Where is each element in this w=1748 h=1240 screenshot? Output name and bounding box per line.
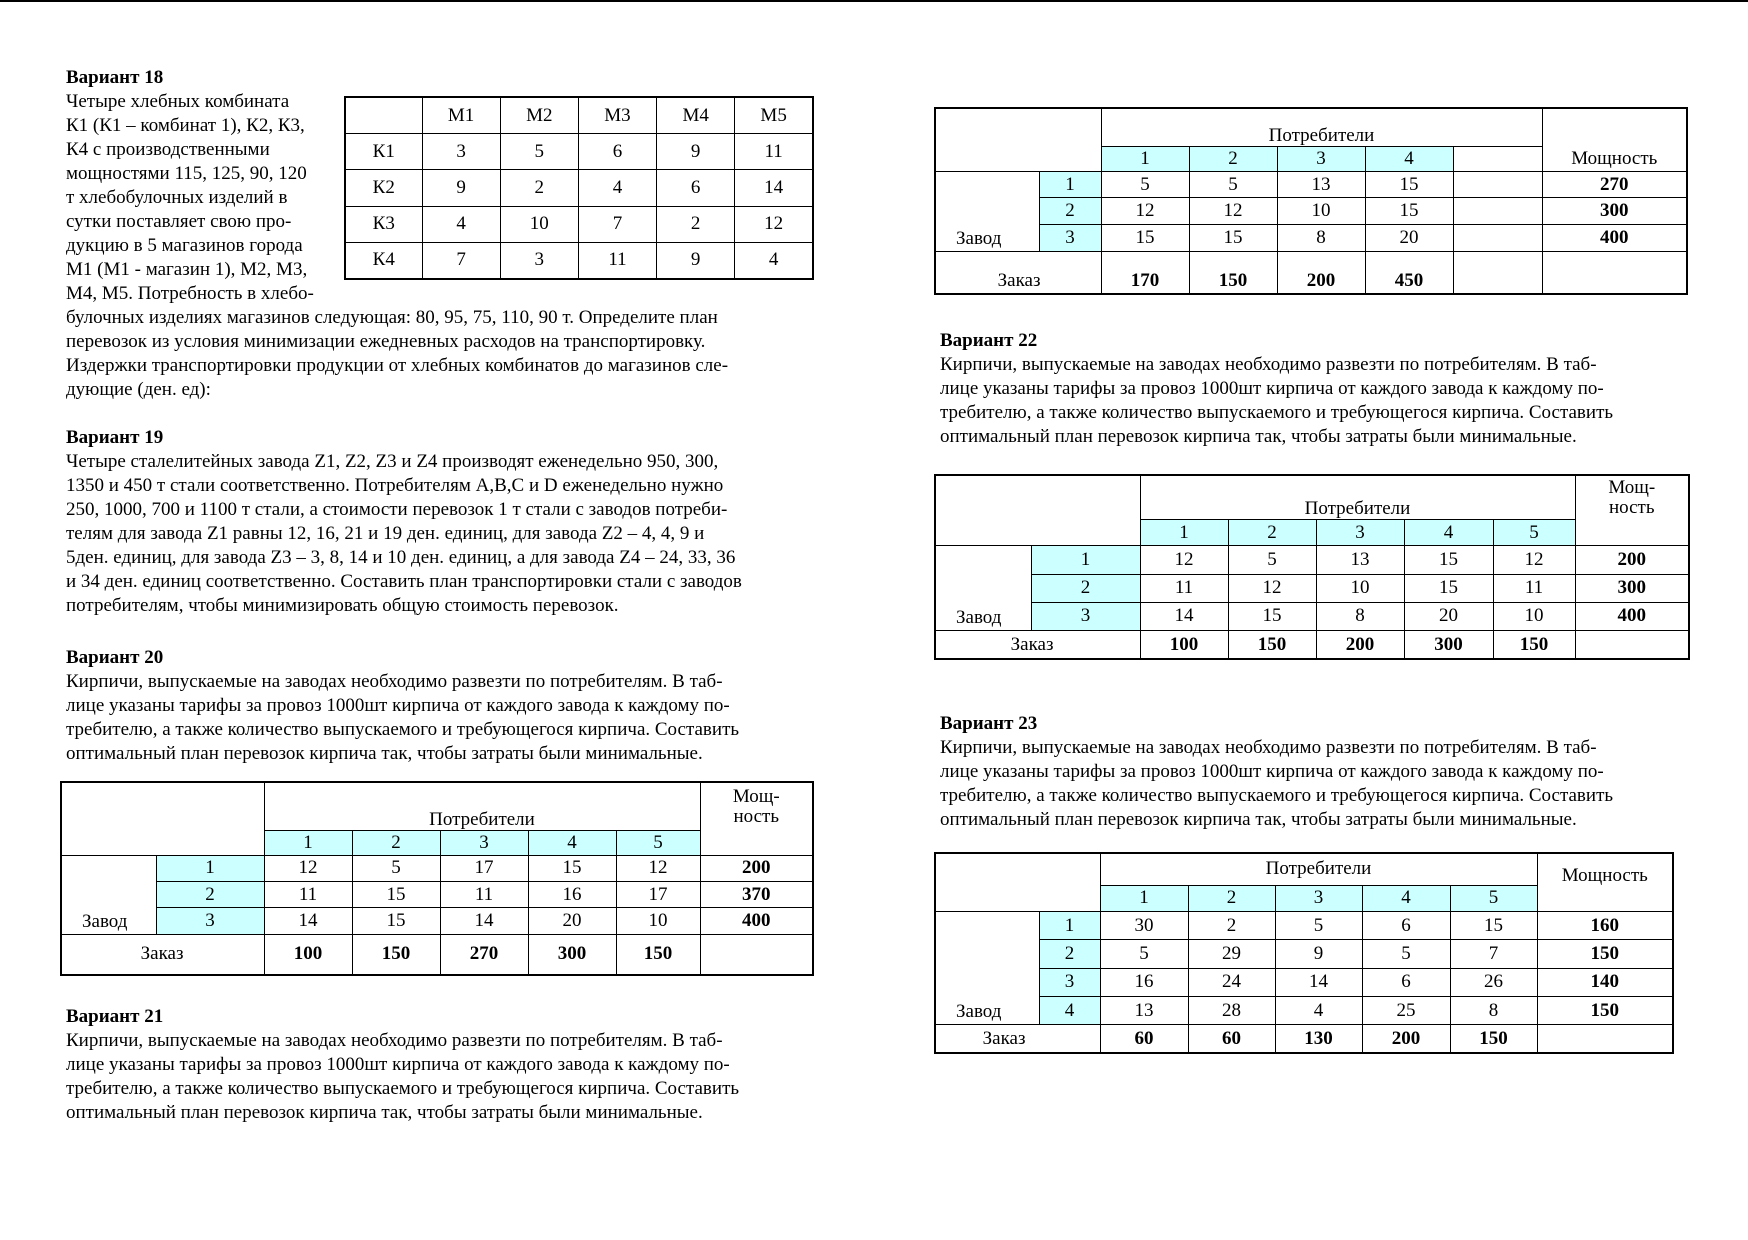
- order-empty-cell: [1575, 631, 1689, 659]
- order-label: Заказ: [935, 251, 1101, 294]
- table-cell: 3: [422, 134, 500, 170]
- plant-number: 3: [1031, 602, 1140, 630]
- consumer-number: 2: [1228, 519, 1316, 545]
- table-row: [935, 574, 1689, 602]
- power-cell: 400: [1542, 224, 1687, 251]
- plant-number: 3: [156, 908, 264, 934]
- power-header: Мощ- ность: [700, 782, 813, 855]
- text-line: лице указаны тарифы за провоз 1000шт кирпича от каждого завода к каждому по-: [66, 1054, 730, 1075]
- table-cell: 3: [500, 242, 578, 279]
- table-cell: 4: [422, 206, 500, 242]
- order-row: [935, 631, 1689, 659]
- table-cell: 4: [735, 242, 813, 279]
- power-cell: 200: [1575, 546, 1689, 574]
- text-line: оптимальный план перевозок кирпича так, чтобы затраты были минимальные.: [66, 743, 703, 764]
- text-line: К1 (К1 – комбинат 1), К2, К3,: [66, 115, 305, 136]
- table-cell: 14: [440, 908, 528, 934]
- table-cell: 5: [1275, 912, 1362, 940]
- corner-cell: [935, 475, 1140, 546]
- table-cell: 5: [1228, 546, 1316, 574]
- table-cell: 5: [352, 855, 440, 881]
- consumer-number: 4: [1362, 885, 1450, 911]
- power-cell: 400: [1575, 602, 1689, 630]
- consumer-number: 1: [1140, 519, 1228, 545]
- variant-21-text: [66, 1029, 739, 1125]
- table-cell: 11: [578, 242, 656, 279]
- table-cell: 26: [1450, 968, 1537, 996]
- table-row: [935, 968, 1673, 996]
- row-label: К4: [345, 242, 422, 279]
- table-cell: 7: [422, 242, 500, 279]
- order-cell: 150: [1189, 251, 1277, 294]
- order-cell: 270: [440, 934, 528, 975]
- text-line: Четыре хлебных комбината: [66, 91, 290, 112]
- table-cell: 5: [1101, 171, 1189, 198]
- power-cell: 150: [1537, 996, 1673, 1024]
- table-cell: 2: [1188, 912, 1275, 940]
- table-row: [345, 242, 813, 279]
- order-cell: 450: [1365, 251, 1453, 294]
- table-cell: 5: [1362, 940, 1450, 968]
- table-cell: 10: [500, 206, 578, 242]
- order-empty-cell: [1542, 251, 1687, 294]
- plant-label: Завод: [935, 171, 1039, 251]
- text-line: оптимальный план перевозок кирпича так, чтобы затраты были минимальные.: [940, 426, 1577, 447]
- text-line: лице указаны тарифы за провоз 1000шт кирпича от каждого завода к каждому по-: [940, 761, 1604, 782]
- table-cell: 12: [1228, 574, 1316, 602]
- order-empty-cell: [1537, 1025, 1673, 1053]
- order-cell: 150: [1228, 631, 1316, 659]
- order-label: Заказ: [935, 631, 1140, 659]
- table-cell: 14: [1140, 602, 1228, 630]
- variant-22-text: [940, 353, 1613, 449]
- order-label: Заказ: [935, 1025, 1100, 1053]
- table-cell: 16: [528, 882, 616, 908]
- order-row: [935, 251, 1687, 294]
- text-line: Кирпичи, выпускаемые на заводах необходимо развезти по потребителям. В таб-: [66, 1030, 723, 1051]
- corner-cell: [935, 853, 1100, 912]
- power-header: Мощность: [1542, 108, 1687, 171]
- text-line: т хлебобулочных изделий в: [66, 187, 288, 208]
- empty-cell: [1453, 198, 1542, 225]
- table-cell: 4: [1275, 996, 1362, 1024]
- table-cell: 12: [735, 206, 813, 242]
- table-row: [345, 170, 813, 206]
- plant-label: Завод: [935, 912, 1039, 1025]
- table-cell: 9: [422, 170, 500, 206]
- table-cell: 11: [264, 882, 352, 908]
- table-cell: 14: [1275, 968, 1362, 996]
- table-cell: 6: [1362, 912, 1450, 940]
- table-cell: 13: [1277, 171, 1365, 198]
- text-line: булочных изделиях магазинов следующая: 80, 95, 75, 110, 90 т. Определите план: [66, 307, 718, 328]
- variant-18-side-text: [66, 90, 314, 306]
- table-cell: 25: [1362, 996, 1450, 1024]
- text-line: 250, 1000, 700 и 1100 т стали, а стоимости перевозок 1 т стали с заводов потреби-: [66, 499, 728, 520]
- plant-number: 2: [1039, 940, 1100, 968]
- consumer-number: 2: [1188, 885, 1275, 911]
- table-cell: 8: [1316, 602, 1404, 630]
- consumer-number: 5: [1450, 885, 1537, 911]
- text-line: К4 с производственными: [66, 139, 270, 160]
- variant-20-transport-table: [60, 781, 814, 976]
- text-line: М4, М5. Потребность в хлебо-: [66, 283, 314, 304]
- text-line: Кирпичи, выпускаемые на заводах необходимо развезти по потребителям. В таб-: [940, 354, 1597, 375]
- variant-18-full-text: [66, 306, 728, 402]
- order-cell: 170: [1101, 251, 1189, 294]
- consumer-number: 3: [1277, 147, 1365, 172]
- table-header-row: [935, 475, 1689, 519]
- plant-number: 2: [1039, 198, 1101, 225]
- variant-19-heading: Вариант 19: [66, 427, 164, 448]
- table-row: [61, 882, 813, 908]
- text-line: М1 (М1 - магазин 1), М2, М3,: [66, 259, 308, 280]
- table-row: [935, 171, 1687, 198]
- table-cell: 12: [1493, 546, 1575, 574]
- plant-label: Завод: [61, 855, 156, 934]
- order-cell: 150: [1450, 1025, 1537, 1053]
- empty-cell: [1453, 251, 1542, 294]
- power-cell: 150: [1537, 940, 1673, 968]
- table-cell: 6: [578, 134, 656, 170]
- table-cell: 10: [1493, 602, 1575, 630]
- consumer-number: 1: [1101, 147, 1189, 172]
- power-cell: 140: [1537, 968, 1673, 996]
- table-cell: 10: [1277, 198, 1365, 225]
- table-cell: 5: [1189, 171, 1277, 198]
- plant-number: 2: [1031, 574, 1140, 602]
- empty-cell: [1453, 171, 1542, 198]
- table-cell: 9: [657, 242, 735, 279]
- table-cell: 15: [528, 855, 616, 881]
- consumer-number: 5: [1493, 519, 1575, 545]
- order-empty-cell: [700, 934, 813, 975]
- table-cell: 30: [1100, 912, 1188, 940]
- order-label: Заказ: [61, 934, 264, 975]
- order-cell: 150: [1493, 631, 1575, 659]
- text-line: лице указаны тарифы за провоз 1000шт кирпича от каждого завода к каждому по-: [940, 378, 1604, 399]
- table-cell: 10: [616, 908, 700, 934]
- text-line: и 34 ден. единиц соответственно. Составить план транспортировки стали с заводов: [66, 571, 742, 592]
- power-header: Мощ- ность: [1575, 475, 1689, 546]
- row-label: К1: [345, 134, 422, 170]
- table-cell: 11: [1493, 574, 1575, 602]
- plant-number: 4: [1039, 996, 1100, 1024]
- table-cell: 8: [1277, 224, 1365, 251]
- col-header: М1: [422, 97, 500, 134]
- table-cell: 7: [1450, 940, 1537, 968]
- table-cell: 7: [578, 206, 656, 242]
- consumer-number: 2: [352, 831, 440, 855]
- power-cell: 270: [1542, 171, 1687, 198]
- consumer-number: 3: [1275, 885, 1362, 911]
- variant-19-text: [66, 450, 742, 618]
- table-cell: 17: [616, 882, 700, 908]
- text-line: потребителям, чтобы минимизировать общую стоимость перевозок.: [66, 595, 619, 616]
- table-cell: 14: [264, 908, 352, 934]
- text-line: телям для завода Z1 равны 12, 16, 21 и 19 ден. единиц, для завода Z2 – 4, 4, 9 и: [66, 523, 705, 544]
- consumer-number: 3: [440, 831, 528, 855]
- table-cell: 14: [735, 170, 813, 206]
- table-cell: 9: [1275, 940, 1362, 968]
- table-cell: 15: [352, 882, 440, 908]
- table-cell: 11: [1140, 574, 1228, 602]
- table-cell: 15: [1228, 602, 1316, 630]
- power-cell: 160: [1537, 912, 1673, 940]
- table-row: [935, 602, 1689, 630]
- order-cell: 60: [1100, 1025, 1188, 1053]
- power-cell: 300: [1575, 574, 1689, 602]
- consumer-number: 5: [616, 831, 700, 855]
- consumers-header: Потребители: [264, 782, 700, 831]
- consumer-number: 3: [1316, 519, 1404, 545]
- table-cell: 2: [657, 206, 735, 242]
- order-cell: 200: [1277, 251, 1365, 294]
- table-cell: 13: [1316, 546, 1404, 574]
- col-header: М4: [657, 97, 735, 134]
- table-cell: 15: [1189, 224, 1277, 251]
- table-cell: 15: [1365, 198, 1453, 225]
- variant-23-transport-table: [934, 852, 1674, 1054]
- table-cell: 20: [1404, 602, 1493, 630]
- table-header-row: [61, 782, 813, 831]
- text-line: Кирпичи, выпускаемые на заводах необходимо развезти по потребителям. В таб-: [940, 737, 1597, 758]
- text-line: дующие (ден. ед):: [66, 379, 211, 400]
- text-line: требителю, а также количество выпускаемого и требующегося кирпича. Составить: [940, 785, 1614, 806]
- table-cell: 12: [1140, 546, 1228, 574]
- table-cell: 12: [1101, 198, 1189, 225]
- table-row: [935, 912, 1673, 940]
- row-label: К3: [345, 206, 422, 242]
- variant-21-transport-table: [934, 107, 1688, 295]
- order-cell: 60: [1188, 1025, 1275, 1053]
- table-cell: 8: [1450, 996, 1537, 1024]
- table-cell: 15: [1450, 912, 1537, 940]
- plant-number: 1: [1039, 171, 1101, 198]
- power-cell: 400: [700, 908, 813, 934]
- table-header-row: [935, 108, 1687, 147]
- consumer-number: 1: [264, 831, 352, 855]
- order-cell: 130: [1275, 1025, 1362, 1053]
- text-line: мощностями 115, 125, 90, 120: [66, 163, 307, 184]
- order-cell: 200: [1362, 1025, 1450, 1053]
- table-row: [935, 546, 1689, 574]
- consumer-number: 4: [528, 831, 616, 855]
- order-cell: 300: [528, 934, 616, 975]
- table-cell: 24: [1188, 968, 1275, 996]
- table-row: [345, 134, 813, 170]
- power-header: Мощность: [1537, 853, 1673, 912]
- text-line: оптимальный план перевозок кирпича так, чтобы затраты были минимальные.: [66, 1102, 703, 1123]
- table-cell: 28: [1188, 996, 1275, 1024]
- consumer-number: 2: [1189, 147, 1277, 172]
- table-cell: 12: [264, 855, 352, 881]
- variant-18-heading: Вариант 18: [66, 67, 164, 88]
- variant-22-heading: Вариант 22: [940, 330, 1038, 351]
- consumers-header: Потребители: [1101, 108, 1542, 147]
- table-cell: 15: [1101, 224, 1189, 251]
- table-cell: 2: [500, 170, 578, 206]
- consumer-number: 1: [1100, 885, 1188, 911]
- variant-23-text: [940, 736, 1613, 832]
- plant-label: Завод: [935, 546, 1031, 631]
- table-cell: 10: [1316, 574, 1404, 602]
- variant-18-cost-table: [344, 96, 814, 280]
- order-cell: 150: [616, 934, 700, 975]
- empty-cell: [1453, 224, 1542, 251]
- table-row: [935, 996, 1673, 1024]
- table-cell: 29: [1188, 940, 1275, 968]
- table-cell: 17: [440, 855, 528, 881]
- plant-number: 1: [156, 855, 264, 881]
- power-cell: 300: [1542, 198, 1687, 225]
- consumers-header: Потребители: [1140, 475, 1575, 519]
- empty-cell: [1453, 147, 1542, 172]
- variant-23-heading: Вариант 23: [940, 713, 1038, 734]
- table-cell: 11: [440, 882, 528, 908]
- table-cell: 20: [1365, 224, 1453, 251]
- text-line: 1350 и 450 т стали соответственно. Потребителям A,B,C и D еженедельно нужно: [66, 475, 724, 496]
- power-cell: 370: [700, 882, 813, 908]
- plant-number: 3: [1039, 224, 1101, 251]
- text-line: Четыре сталелитейных завода Z1, Z2, Z3 и Z4 производят еженедельно 950, 300,: [66, 451, 719, 472]
- plant-number: 1: [1031, 546, 1140, 574]
- text-line: сутки поставляет свою про-: [66, 211, 292, 232]
- table-cell: 5: [1100, 940, 1188, 968]
- col-header: М3: [578, 97, 656, 134]
- table-cell: 15: [1404, 546, 1493, 574]
- table-header-row: [345, 97, 813, 134]
- table-cell: 15: [1365, 171, 1453, 198]
- variant-21-heading: Вариант 21: [66, 1006, 164, 1027]
- corner-cell: [61, 782, 264, 855]
- table-row: [61, 855, 813, 881]
- text-line: требителю, а также количество выпускаемого и требующегося кирпича. Составить: [66, 719, 740, 740]
- power-cell: 200: [700, 855, 813, 881]
- text-line: перевозок из условия минимизации ежедневных расходов на транспортировку.: [66, 331, 706, 352]
- consumers-header: Потребители: [1100, 853, 1537, 885]
- order-cell: 100: [1140, 631, 1228, 659]
- text-line: лице указаны тарифы за провоз 1000шт кирпича от каждого завода к каждому по-: [66, 695, 730, 716]
- table-cell: 6: [657, 170, 735, 206]
- table-header-row: [935, 853, 1673, 885]
- text-line: дукцию в 5 магазинов города: [66, 235, 303, 256]
- table-cell: 15: [352, 908, 440, 934]
- table-cell: 6: [1362, 968, 1450, 996]
- text-line: Издержки транспортировки продукции от хлебных комбинатов до магазинов сле-: [66, 355, 729, 376]
- table-cell: 15: [1404, 574, 1493, 602]
- text-line: Кирпичи, выпускаемые на заводах необходимо развезти по потребителям. В таб-: [66, 671, 723, 692]
- consumer-number: 4: [1404, 519, 1493, 545]
- variant-20-text: [66, 670, 739, 766]
- order-cell: 150: [352, 934, 440, 975]
- order-cell: 300: [1404, 631, 1493, 659]
- table-cell: 9: [657, 134, 735, 170]
- table-cell: 12: [1189, 198, 1277, 225]
- table-cell: 20: [528, 908, 616, 934]
- top-border-line: [0, 0, 1748, 2]
- row-label: К2: [345, 170, 422, 206]
- table-row: [345, 206, 813, 242]
- table-row: [61, 908, 813, 934]
- order-cell: 200: [1316, 631, 1404, 659]
- plant-number: 1: [1039, 912, 1100, 940]
- text-line: требителю, а также количество выпускаемого и требующегося кирпича. Составить: [940, 402, 1614, 423]
- corner-cell: [935, 108, 1101, 171]
- order-cell: 100: [264, 934, 352, 975]
- consumer-number: 4: [1365, 147, 1453, 172]
- table-cell: 5: [500, 134, 578, 170]
- text-line: требителю, а также количество выпускаемого и требующегося кирпича. Составить: [66, 1078, 740, 1099]
- variant-20-heading: Вариант 20: [66, 647, 164, 668]
- table-row: [935, 198, 1687, 225]
- table-cell: 16: [1100, 968, 1188, 996]
- table-cell: 12: [616, 855, 700, 881]
- order-row: [935, 1025, 1673, 1053]
- text-line: 5ден. единиц, для завода Z3 – 3, 8, 14 и 10 ден. единиц, а для завода Z4 – 24, 33, 36: [66, 547, 736, 568]
- table-row: [935, 940, 1673, 968]
- table-row: [935, 224, 1687, 251]
- plant-number: 2: [156, 882, 264, 908]
- table-cell: 11: [735, 134, 813, 170]
- text-line: оптимальный план перевозок кирпича так, чтобы затраты были минимальные.: [940, 809, 1577, 830]
- col-header: М2: [500, 97, 578, 134]
- table-cell: 13: [1100, 996, 1188, 1024]
- corner-cell: [345, 97, 422, 134]
- order-row: [61, 934, 813, 975]
- table-cell: 4: [578, 170, 656, 206]
- col-header: М5: [735, 97, 813, 134]
- variant-22-transport-table: [934, 474, 1690, 660]
- plant-number: 3: [1039, 968, 1100, 996]
